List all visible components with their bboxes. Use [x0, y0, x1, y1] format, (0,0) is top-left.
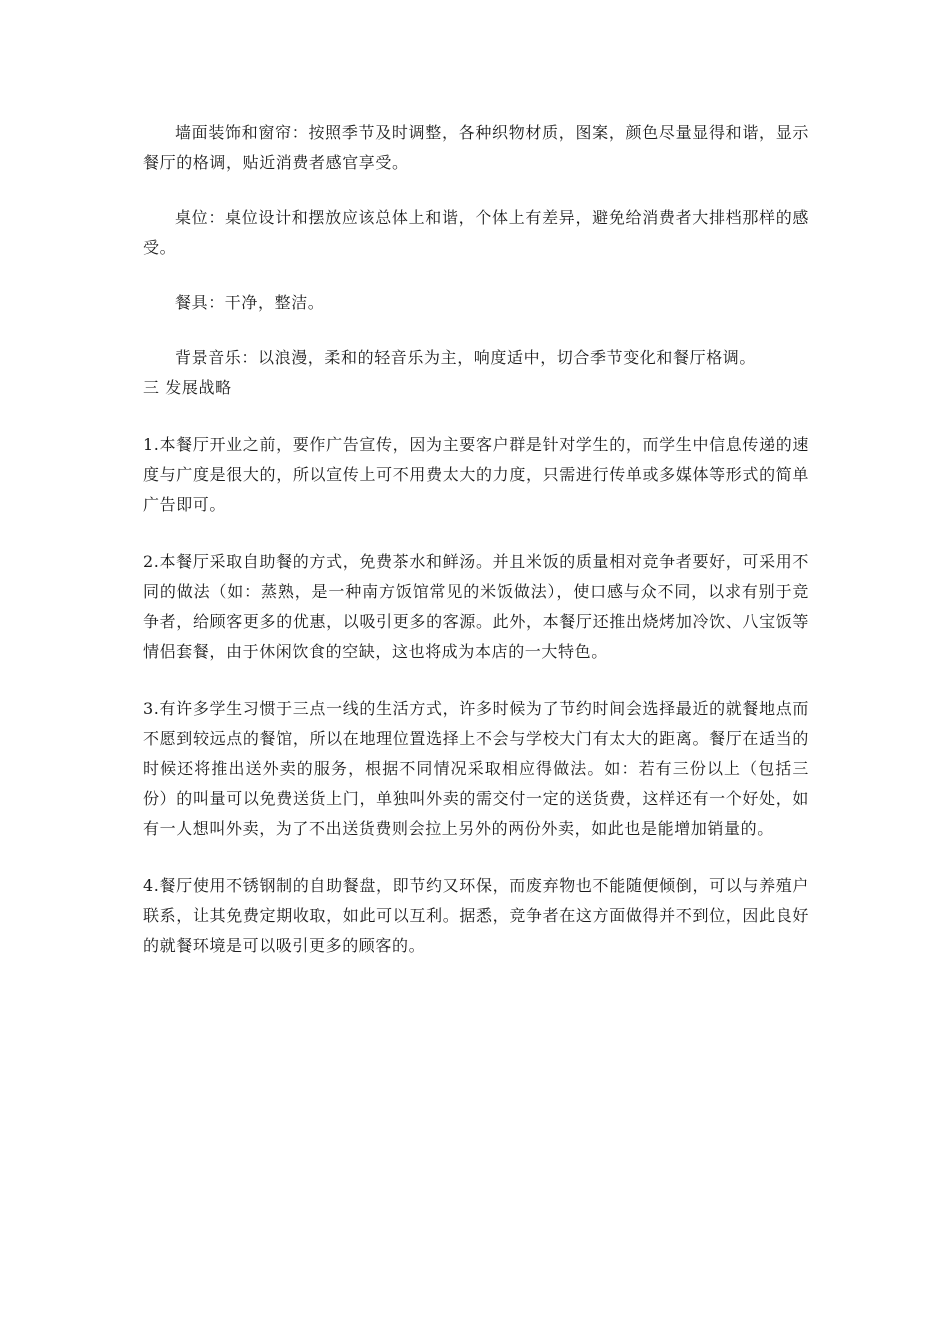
section-heading: 三 发展战略 [143, 378, 232, 397]
strategy-item-3: 3.有许多学生习惯于三点一线的生活方式，许多时候为了节约时间会选择最近的就餐地点而不愿到较远点的餐馆，所以在地理位置选择上不会与学校大门有太大的距离。餐厅在适当的时候还将推出送外卖的服务，根据不同情况采取相应得做法。如：若有三份以上（包括三份）的叫量可以免费送货上门，单独叫外卖的需交付一定的送货费，这样还有一个好处，如有一人想叫外卖，为了不出送货费则会拉上另外的两份外卖，如此也是能增加销量的。 [143, 699, 809, 838]
strategy-item-2: 2.本餐厅采取自助餐的方式，免费茶水和鲜汤。并且米饭的质量相对竞争者要好，可采用不同的做法（如：蒸熟，是一种南方饭馆常见的米饭做法），使口感与众不同，以求有别于竞争者，给顾客更多的优惠，以吸引更多的客源。此外，本餐厅还推出烧烤加冷饮、八宝饭等情侣套餐，由于休闲饮食的空缺，这也将成为本店的一大特色。 [143, 552, 809, 661]
strategy-item-4: 4.餐厅使用不锈钢制的自助餐盘，即节约又环保，而废弃物也不能随便倾倒，可以与养殖户联系，让其免费定期收取，如此可以互利。据悉，竞争者在这方面做得并不到位，因此良好的就餐环境是可以吸引更多的顾客的。 [143, 876, 809, 955]
paragraph-background-music: 背景音乐：以浪漫，柔和的轻音乐为主，响度适中，切合季节变化和餐厅格调。 [175, 348, 757, 367]
document-page [143, 118, 809, 961]
paragraph-tableware: 餐具：干净，整洁。 [175, 293, 325, 312]
paragraph-wall-decoration: 墙面装饰和窗帘：按照季节及时调整，各种织物材质，图案，颜色尽量显得和谐，显示餐厅的格调，贴近消费者感官享受。 [143, 123, 809, 172]
strategy-item-1: 1.本餐厅开业之前，要作广告宣传，因为主要客户群是针对学生的，而学生中信息传递的速度与广度是很大的，所以宣传上可不用费太大的力度，只需进行传单或多媒体等形式的简单广告即可。 [143, 435, 809, 514]
paragraph-table-seating: 桌位：桌位设计和摆放应该总体上和谐，个体上有差异，避免给消费者大排档那样的感受。 [143, 208, 809, 257]
